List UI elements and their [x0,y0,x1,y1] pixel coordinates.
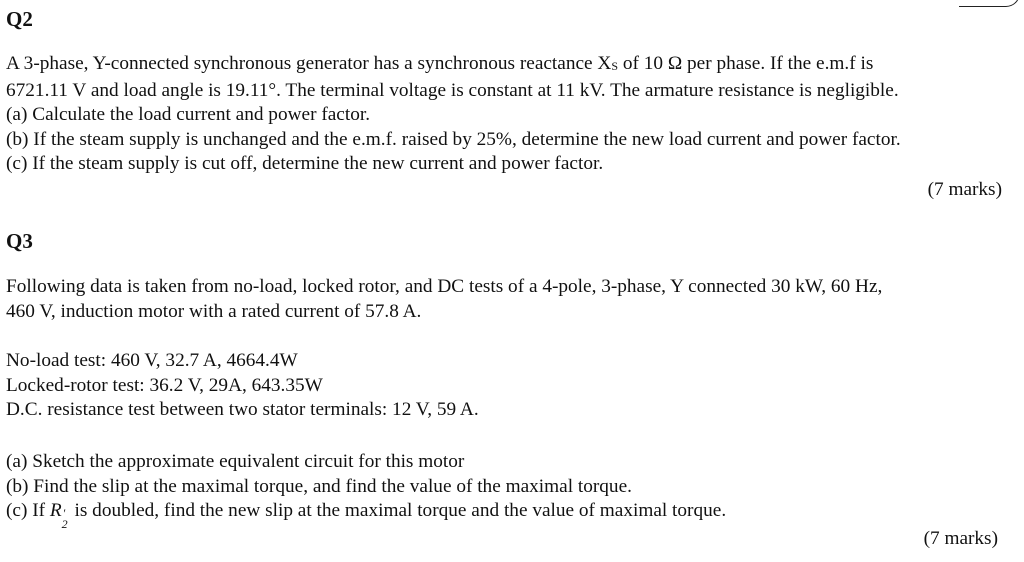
q2-heading: Q2 [6,7,33,31]
q2-intro-line-1: A 3-phase, Y-connected synchronous generator has a synchronous reactance XS of 10 Ω per phase. If the e.m.f is [6,53,874,74]
q3-dc-resistance-test: D.C. resistance test between two stator terminals: 12 V, 59 A. [6,399,479,421]
q2-part-b: (b) If the steam supply is unchanged and the e.m.f. raised by 25%, determine the new load current and power factor. [6,128,901,150]
q3-parts [6,450,1016,532]
q2-intro [6,52,1016,177]
q2-marks: (7 marks) [927,179,1002,200]
q3-intro [6,275,1016,324]
q3-marks: (7 marks) [923,528,998,549]
previous-marks-bracket [959,0,1020,7]
q3-part-c: (c) If R ′ 2 is doubled, find the new slip at the maximal torque and the value of maximal torque. [6,500,727,532]
q2-part-a: (a) Calculate the load current and power factor. [6,104,371,126]
r2-prime-symbol: R ′ 2 [49,500,68,532]
q2-intro-line-2: 6721.11 V and load angle is 19.11°. The terminal voltage is constant at 11 kV. The armature resistance is negligible. [6,79,899,101]
q3-locked-rotor-test: Locked-rotor test: 36.2 V, 29A, 643.35W [6,374,323,396]
q3-intro-line-2: 460 V, induction motor with a rated current of 57.8 A. [6,300,422,322]
q3-no-load-test: No-load test: 460 V, 32.7 A, 4664.4W [6,350,298,371]
q3-heading: Q3 [6,229,33,253]
q3-part-b: (b) Find the slip at the maximal torque, and find the value of the maximal torque. [6,475,632,497]
q3-intro-line-1: Following data is taken from no-load, locked rotor, and DC tests of a 4-pole, 3-phase, Y connected 30 kW, 60 Hz, [6,276,883,297]
q3-test-data [6,349,1016,423]
q3-part-a: (a) Sketch the approximate equivalent circuit for this motor [6,451,465,472]
q2-part-c: (c) If the steam supply is cut off, determine the new current and power factor. [6,153,604,175]
